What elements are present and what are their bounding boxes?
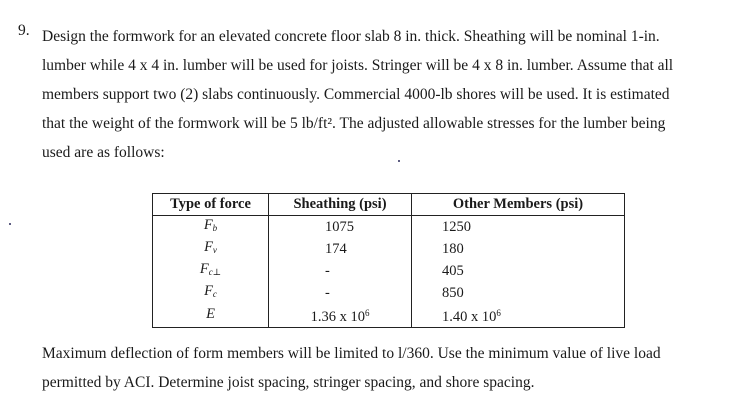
table-row xyxy=(153,238,625,260)
sheathing-cell xyxy=(269,216,412,239)
stray-dot xyxy=(398,160,400,162)
sheathing-value: 1075 xyxy=(325,218,354,235)
table-row xyxy=(153,304,625,328)
table-row xyxy=(153,216,625,239)
force-cell xyxy=(153,304,269,328)
statement-line: Design the formwork for an elevated concrete floor slab 8 in. thick. Sheathing will be nominal 1-in. xyxy=(42,28,660,45)
force-symbol: E xyxy=(206,305,215,322)
header-other-members: Other Members (psi) xyxy=(412,194,625,216)
other-cell xyxy=(412,282,625,304)
allowable-stress-table xyxy=(152,193,625,328)
other-exponent: 6 xyxy=(496,308,501,318)
force-symbol: F xyxy=(203,217,213,233)
sheathing-cell xyxy=(269,304,412,328)
other-value: 405 xyxy=(442,262,464,279)
other-cell xyxy=(412,304,625,328)
closing-line: Maximum deflection of form members will be limited to l/360. Use the minimum value of live load xyxy=(42,345,661,362)
sheathing-cell xyxy=(269,238,412,260)
other-cell xyxy=(412,216,625,239)
header-sheathing: Sheathing (psi) xyxy=(269,194,412,216)
force-cell xyxy=(153,238,269,260)
problem-statement xyxy=(42,22,742,167)
table-header-row xyxy=(153,194,625,216)
force-subscript: c xyxy=(212,289,217,299)
other-value: 850 xyxy=(442,284,464,301)
force-subscript: c⊥ xyxy=(208,267,222,277)
force-symbol: F xyxy=(204,283,213,299)
statement-line: lumber while 4 x 4 in. lumber will be used for joists. Stringer will be 4 x 8 in. lumber. Assume that all xyxy=(42,57,674,74)
header-type-of-force: Type of force xyxy=(153,194,269,216)
statement-line: members support two (2) slabs continuously. Commercial 4000-lb shores will be used. It is estimated xyxy=(42,86,670,103)
sheathing-value: 174 xyxy=(325,240,347,257)
problem-closing xyxy=(42,339,742,397)
force-cell xyxy=(153,282,269,304)
force-cell xyxy=(153,260,269,282)
force-subscript: v xyxy=(212,245,217,255)
closing-line: permitted by ACI. Determine joist spacing, stringer spacing, and shore spacing. xyxy=(42,374,535,391)
problem-number: 9. xyxy=(18,22,30,39)
other-value: 1250 xyxy=(442,218,471,235)
force-subscript: b xyxy=(212,223,218,233)
sheathing-cell xyxy=(269,260,412,282)
force-cell xyxy=(153,216,269,239)
force-symbol: F xyxy=(199,261,209,277)
sheathing-exponent: 6 xyxy=(364,308,370,318)
stray-dot xyxy=(9,223,11,225)
table-row xyxy=(153,260,625,282)
sheathing-value: - xyxy=(325,284,330,301)
other-cell xyxy=(412,238,625,260)
force-symbol: F xyxy=(204,239,213,255)
sheathing-value: - xyxy=(325,262,330,279)
sheathing-value: 1.36 x 10 xyxy=(310,309,365,325)
statement-line: that the weight of the formwork will be 5 lb/ft². The adjusted allowable stresses for the lumber being xyxy=(42,115,666,132)
statement-line: used are as follows: xyxy=(42,144,165,161)
table-row xyxy=(153,282,625,304)
other-value: 1.40 x 10 xyxy=(442,309,497,325)
other-value: 180 xyxy=(442,240,464,257)
other-cell xyxy=(412,260,625,282)
sheathing-cell xyxy=(269,282,412,304)
